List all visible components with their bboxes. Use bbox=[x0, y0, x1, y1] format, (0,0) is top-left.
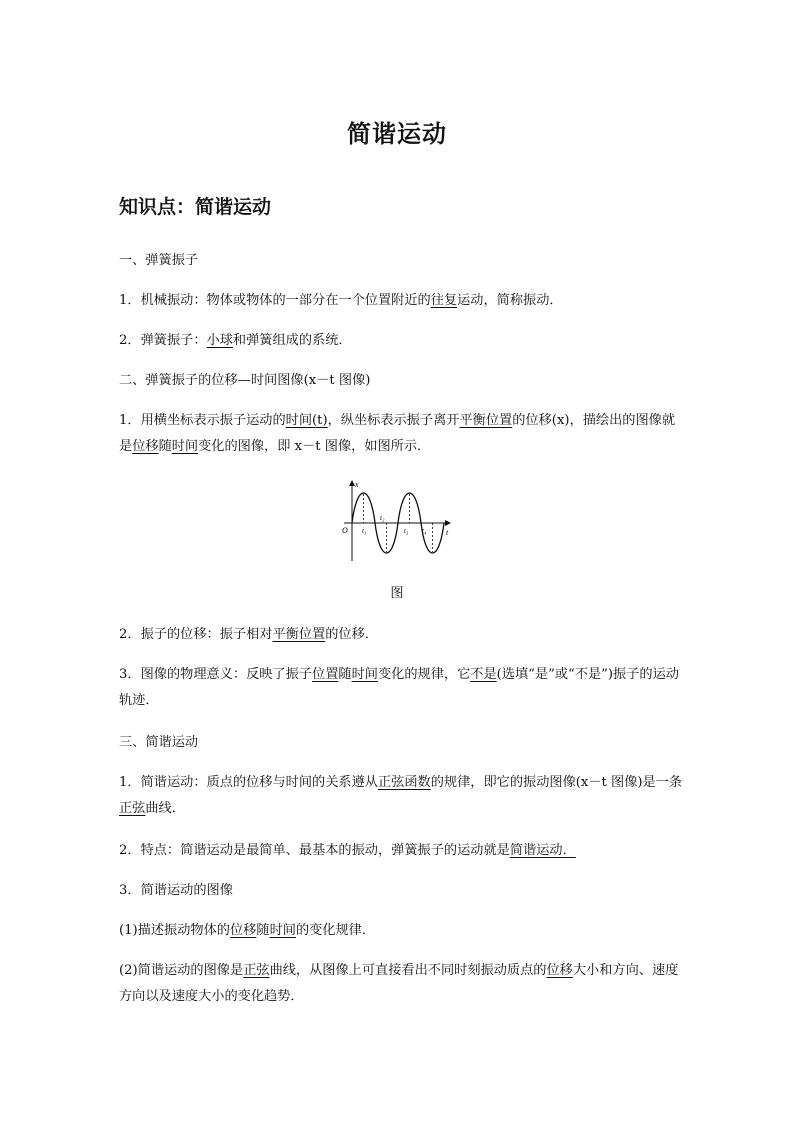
answer-blank: 正弦函数 bbox=[377, 775, 431, 790]
answer-blank: 正弦 bbox=[243, 963, 270, 978]
knowledge-heading: 知识点：简谐运动 bbox=[119, 196, 272, 218]
para-shm-graph-title: 3．简谐运动的图像 bbox=[119, 883, 233, 898]
axis-label-x: x bbox=[355, 480, 359, 489]
axis-label-t: t bbox=[446, 528, 449, 537]
answer-blank: 时间 bbox=[171, 439, 199, 454]
para-shm-definition: 1．简谐运动：质点的位移与时间的关系遵从正弦函数的规律，即它的振动图像(x－t 图像)是一条正弦曲线． bbox=[119, 775, 683, 816]
tick-label-t4: t₄ bbox=[422, 527, 427, 535]
para-oscillator-displacement: 2．振子的位移：振子相对平衡位置的位移． bbox=[119, 627, 378, 642]
para-spring-oscillator: 2．弹簧振子：小球和弹簧组成的系统． bbox=[119, 333, 352, 348]
section-displacement-time-graph: 二、弹簧振子的位移—时间图像(x－t 图像) bbox=[119, 373, 371, 388]
answer-blank: 小球 bbox=[206, 333, 233, 348]
answer-blank: 时间 bbox=[269, 923, 296, 938]
tick-label-t1: t₁ bbox=[362, 527, 367, 535]
answer-blank: 不是 bbox=[470, 667, 497, 682]
answer-blank: 位移 bbox=[132, 439, 159, 454]
answer-blank: 平衡位置 bbox=[272, 627, 326, 642]
para-graph-definition: 1．用横坐标表示振子运动的时间(t)，纵坐标表示振子离开平衡位置的位移(x)，描绘出的图像就是位移随时间变化的图像，即 x－t 图像，如图所示． bbox=[119, 413, 676, 454]
answer-blank: 平衡位置 bbox=[459, 413, 513, 428]
answer-blank: 位置 bbox=[312, 667, 339, 682]
para-shm-graph-2: (2)简谐运动的图像是正弦曲线，从图像上可直接看出不同时刻振动质点的位移大小和方向、速度方向以及速度大小的变化趋势． bbox=[119, 963, 679, 1004]
figure-caption: 图 bbox=[390, 586, 404, 601]
section-simple-harmonic-motion: 三、简谐运动 bbox=[119, 735, 199, 750]
para-graph-meaning: 3．图像的物理意义：反映了振子位置随时间变化的规律，它不是(选填“是”或“不是”)振子的运动轨迹． bbox=[119, 667, 679, 708]
answer-blank: 时间 bbox=[351, 667, 378, 682]
sine-wave-figure bbox=[336, 477, 458, 563]
answer-blank: 简谐运动． bbox=[509, 843, 576, 858]
tick-label-t2: t₂ bbox=[380, 514, 385, 522]
tick-label-t3: t₃ bbox=[404, 527, 409, 535]
answer-blank: 位移 bbox=[546, 963, 573, 978]
answer-blank: 正弦 bbox=[119, 801, 146, 816]
para-mechanical-vibration: 1．机械振动：物体或物体的一部分在一个位置附近的往复运动，简称振动． bbox=[119, 293, 563, 308]
section-spring-oscillator: 一、弹簧振子 bbox=[119, 253, 199, 268]
answer-blank: 位移 bbox=[230, 923, 257, 938]
para-shm-features: 2．特点：简谐运动是最简单、最基本的振动，弹簧振子的运动就是简谐运动． bbox=[119, 843, 576, 858]
origin-label: O bbox=[342, 526, 348, 535]
page-title: 简谐运动 bbox=[347, 120, 447, 148]
answer-blank: 往复 bbox=[430, 293, 458, 308]
answer-blank: 时间(t) bbox=[285, 413, 328, 428]
para-shm-graph-1: (1)描述振动物体的位移随时间的变化规律． bbox=[119, 923, 376, 938]
